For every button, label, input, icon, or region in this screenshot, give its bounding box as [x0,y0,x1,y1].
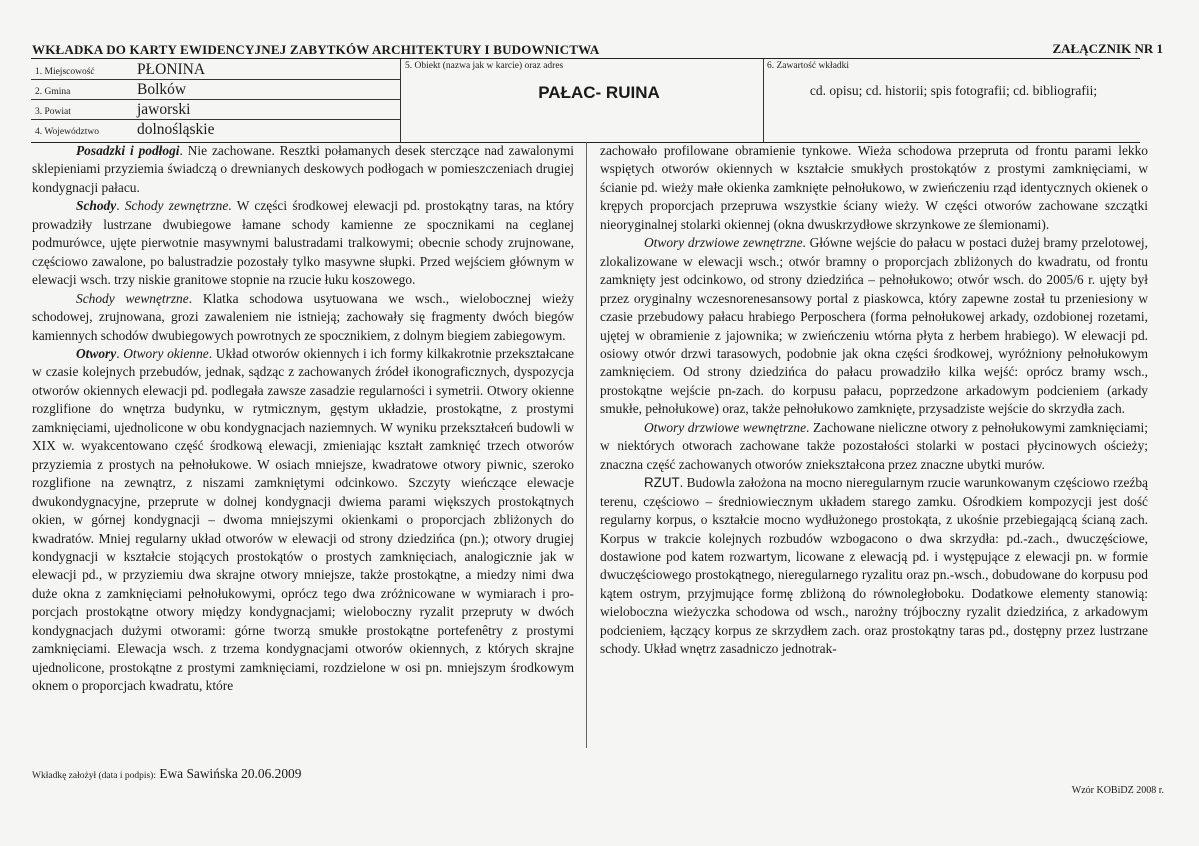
paragraph [32,197,574,289]
form-model: Wzór KOBiDZ 2008 r. [1071,785,1164,796]
paragraph-text: . Budowla założona na mocno nieregularnym rzucie warunkowanym częściowo rzeźbą terenu, częściowo – średniowiecznym układem starego zamku. Ośrodkiem kompozycji jest dość regularny korpus, o kształcie mocno wydłużonego prostokąta, z ukośnie przebiegającą ścianą zach. Korpus w trakcie kolejnych rozbudów wzbogacono o dwa skrzydła: pd.-zach., dwuczęściowe, dostawione pod katem rozwartym, licowane z elewacją pd. i występujące z elewacji pn. w formie dwuczęściowego prostokątnego, nieregularnego ryzalitu oraz pn.-wsch., dobudowane do korpusu pod kątem ostrym, przyjmujące formę zbliżoną do równoległoboku. Dodatkowe elementy stanowią: wieloboczna wieżyczka schodowa od wsch., narożny trójboczny ryzalit dziedzińca, z arkadowym podcieniem, łączący korpus ze skrzydłem zach. oraz prostokątny taras pd., dostępny przez lustrzane schody. Układ wnętrz zasadniczo jednotrak- [600,475,1148,657]
section-heading: Otwory [76,345,117,361]
subsection-heading: Otwory drzwiowe zewnętrzne [644,235,803,251]
voivodeship-row [31,119,400,139]
object-label: 5. Obiekt (nazwa jak w karcie) oraz adres [405,61,564,71]
subsection-heading: Otwory okienne [123,345,209,361]
county-row [31,99,400,120]
header-divider [763,59,764,142]
author-label: Wkładkę założył (data i podpis): [32,771,156,781]
paragraph-text: . Klatka schodowa usytuowana we wsch., wielobocznej wieży schodowej, zrujnowana, grozi zawaleniem nie istnieją; zachowały się fragmenty dwóch biegów kamiennych schodów dwubiegowych powrotnych ze spocznikiem, z dolnym biegiem zabiegowym. [32,290,574,343]
right-text-column [600,142,1148,659]
contents-label: 6. Zawartość wkładki [767,61,850,71]
heading-end: . [116,345,124,361]
subsection-heading: Schody wewnętrzne [76,290,189,306]
voivodeship-label: 4. Województwo [35,127,99,137]
town-label: 1. Miejscowość [35,67,95,77]
paragraph [600,234,1148,419]
paragraph-text: . Zachowane nieliczne otwory z pełnołukowymi zamknięciami; w niektórych otworach zachowane także pozostałości stolarki w postaci płycinowych ościeży; znaczna część zachowanych otworów zniekształcona przez znaczne ubytki murów. [600,419,1148,472]
county-value: jaworski [137,101,191,118]
left-text-column [32,142,574,696]
paragraph [600,419,1148,474]
paragraph-text: . Układ otworów okiennych i ich formy kilkakrotnie przekształcane w czasie kolejnych przebudów, jednak, sądząc z zachowanych źródeł ikonograficznych, dyspozycja otworów okiennych elewacji pd. podlegała zawsze zasadzie regularności i symetrii. Otwory okienne rozglifione do wnętrza budynku, w rytmicznym, gęstym układzie, prostokątne, z prostymi zamknięciami, ujednolicone w obu kondygnacjach naziemnych. W wyniku przekształceń budowli w XIX w. wyakcentowano część środkową elewacji, zmieniając kształt zamknięć trzech otworów przyziemia z prostych na pełnołukowe. W osiach mniejsze, kwadratowe otwory piwnic, szeroko rozglifione na zewnątrz, z niszami zamkniętymi odcinkowo. Szczyty wieńczące elewacje dwukondygnacyjne, przeprute w dolnej kondygnacji dwiema parami większych prostokątnych okien, w górnej kondygnacji – dwoma mniejszymi okienkami o proporcjach zbliżonych do kwadratów. Mniej regularny układ otworów w elewacji od strony dziedzińca (pn.); otwory drugiej kondygnacji w kształcie stojących prostokątów o prostych zamknięciach, analogicznie jak w elewacji pd., w przyziemiu dwa skrajne otwory mniejsze, także prostokątne, a miedzy nimi dwa duże okna z zamknięciami pełnołukowymi, oprócz tego dwa zróżnicowane w wymiarach i proporcjach prostokątne otwory między kondygnacjami; wieloboczny ryzalit przepruty w dwóch kondygnacjach dużymi otworami: górne tworzą smukłe prostokątne portefenêtry z prostymi zamknięciami. Elewacja wsch. z trzema kondygnacjami otworów okiennych, z których skrajne ujednolicone, prostokątne z prostymi zamknięciami, rozdzielone w osi pn. mniejszym środkowym oknem o proporcjach kwadratu, które [32,345,574,694]
subsection-heading: Schody zewnętrzne [124,198,229,214]
form-title: WKŁADKA DO KARTY EWIDENCYJNEJ ZABYTKÓW ARCHITEKTURY I BUDOWNICTWA [32,42,600,57]
subsection-heading: Otwory drzwiowe wewnętrzne [644,419,807,435]
paragraph [32,142,574,197]
author-line [32,766,301,782]
town-row [31,59,400,80]
contents-value: cd. opisu; cd. historii; spis fotografii; cd. bibliografii; [809,83,1098,98]
county-label: 3. Powiat [35,107,71,117]
section-heading: Schody [76,198,117,214]
paragraph [600,142,1148,234]
paragraph [32,290,574,345]
town-value: PŁONINA [137,61,206,78]
column-separator [586,142,587,748]
author-value: Ewa Sawińska 20.06.2009 [155,766,302,781]
paragraph [32,345,574,696]
paragraph-text: Nie zachowane. Resztki połamanych desek sterczące nad zawalonymi sklepieniami przyziemia świadczą o drewnianych deskowych podłogach w pomieszczeniach drugiej kondygnacji pałacu. [32,143,575,195]
annex-number: ZAŁĄCZNIK NR 1 [1052,41,1163,56]
paragraph-text: . Główne wejście do pałacu w postaci dużej bramy przelotowej, zlokalizowane w elewacji wsch.; otwór bramny o proporcjach zbliżonych do kwadratu, od frontu zamknięty jest odcinkowo, od strony dziedzińca – pełnołukowo; otwór wsch. do 2005/6 r. ujęty był przez oryginalny wczesnorenesansowy portal z piaskowca, który zapewne został tu przeniesiony w czasie przebudowy pałacu hrabiego Perposchera (forma pełnołukowej arkady, ozdobionej rozetami, ujętej w obramienie z jajownika; w zwieńczeniu wtórna płyta z herbem hrabiego). W elewacji pd. osiowy otwór drzwi tarasowych, podobnie jak okna części środkowej, wyróżniony pełnołukowym zamknięciem. Od strony dziedzińca do pałacu prowadziło kilka wejść: oprócz bramy wsch., prostokątne wejście pn-zach. do korpusu pałacu, poprzedzone arkadowym podcieniem (arkady smukłe, pełnołukowe) oraz, także pełnołukowo zamknięte, przysadziste wejście do skrzydła zach. [600,235,1148,417]
section-heading: RZUT [644,475,680,491]
heading-end: . [179,143,188,158]
heading-end: . [116,198,125,214]
object-name: PAŁAC- RUINA [538,83,660,102]
paragraph-text: zachowało profilowane obramienie tynkowe. Wieża schodowa przepruta od frontu parami lekko wspiętych otworów okiennych w kształcie smukłych prostokątów z prostymi zamknięciami, w ścianie pd. wieży małe okienka zamknięte pełnołukowo, w zwieńczeniu rząd identycznych okienek o krępych proporcjach przepruwa wszystkie ściany wieży. W części otworów zachowane szczątki nieoryginalnej stolarki okiennej (okna dwuskrzydłowe skrzynkowe ze ślemionami). [600,143,1148,232]
header-table [31,58,1140,143]
voivodeship-value: dolnośląskie [137,121,215,138]
location-fields [31,59,400,142]
commune-value: Bolków [137,81,187,98]
commune-row [31,79,400,100]
paragraph [600,474,1148,659]
paragraph-text: . W części środkowej elewacji pd. prostokątny taras, na który prowadziły lustrzane dwubiegowe łamane schody kamienne ze spocznikami na ceglanej podmurówce, ujęte pierwotnie masywnymi balustradami tralkowymi; obecnie schody zrujnowane, częściowo zawalone, po balustradzie pozostały tylko masywne słupki. Przed wejściem głównym w elewacji wsch. trzy niskie granitowe stopnie na rzucie łuku koszowego. [32,198,574,288]
section-heading: Posadzki i podłogi [76,143,180,158]
commune-label: 2. Gmina [35,87,71,97]
